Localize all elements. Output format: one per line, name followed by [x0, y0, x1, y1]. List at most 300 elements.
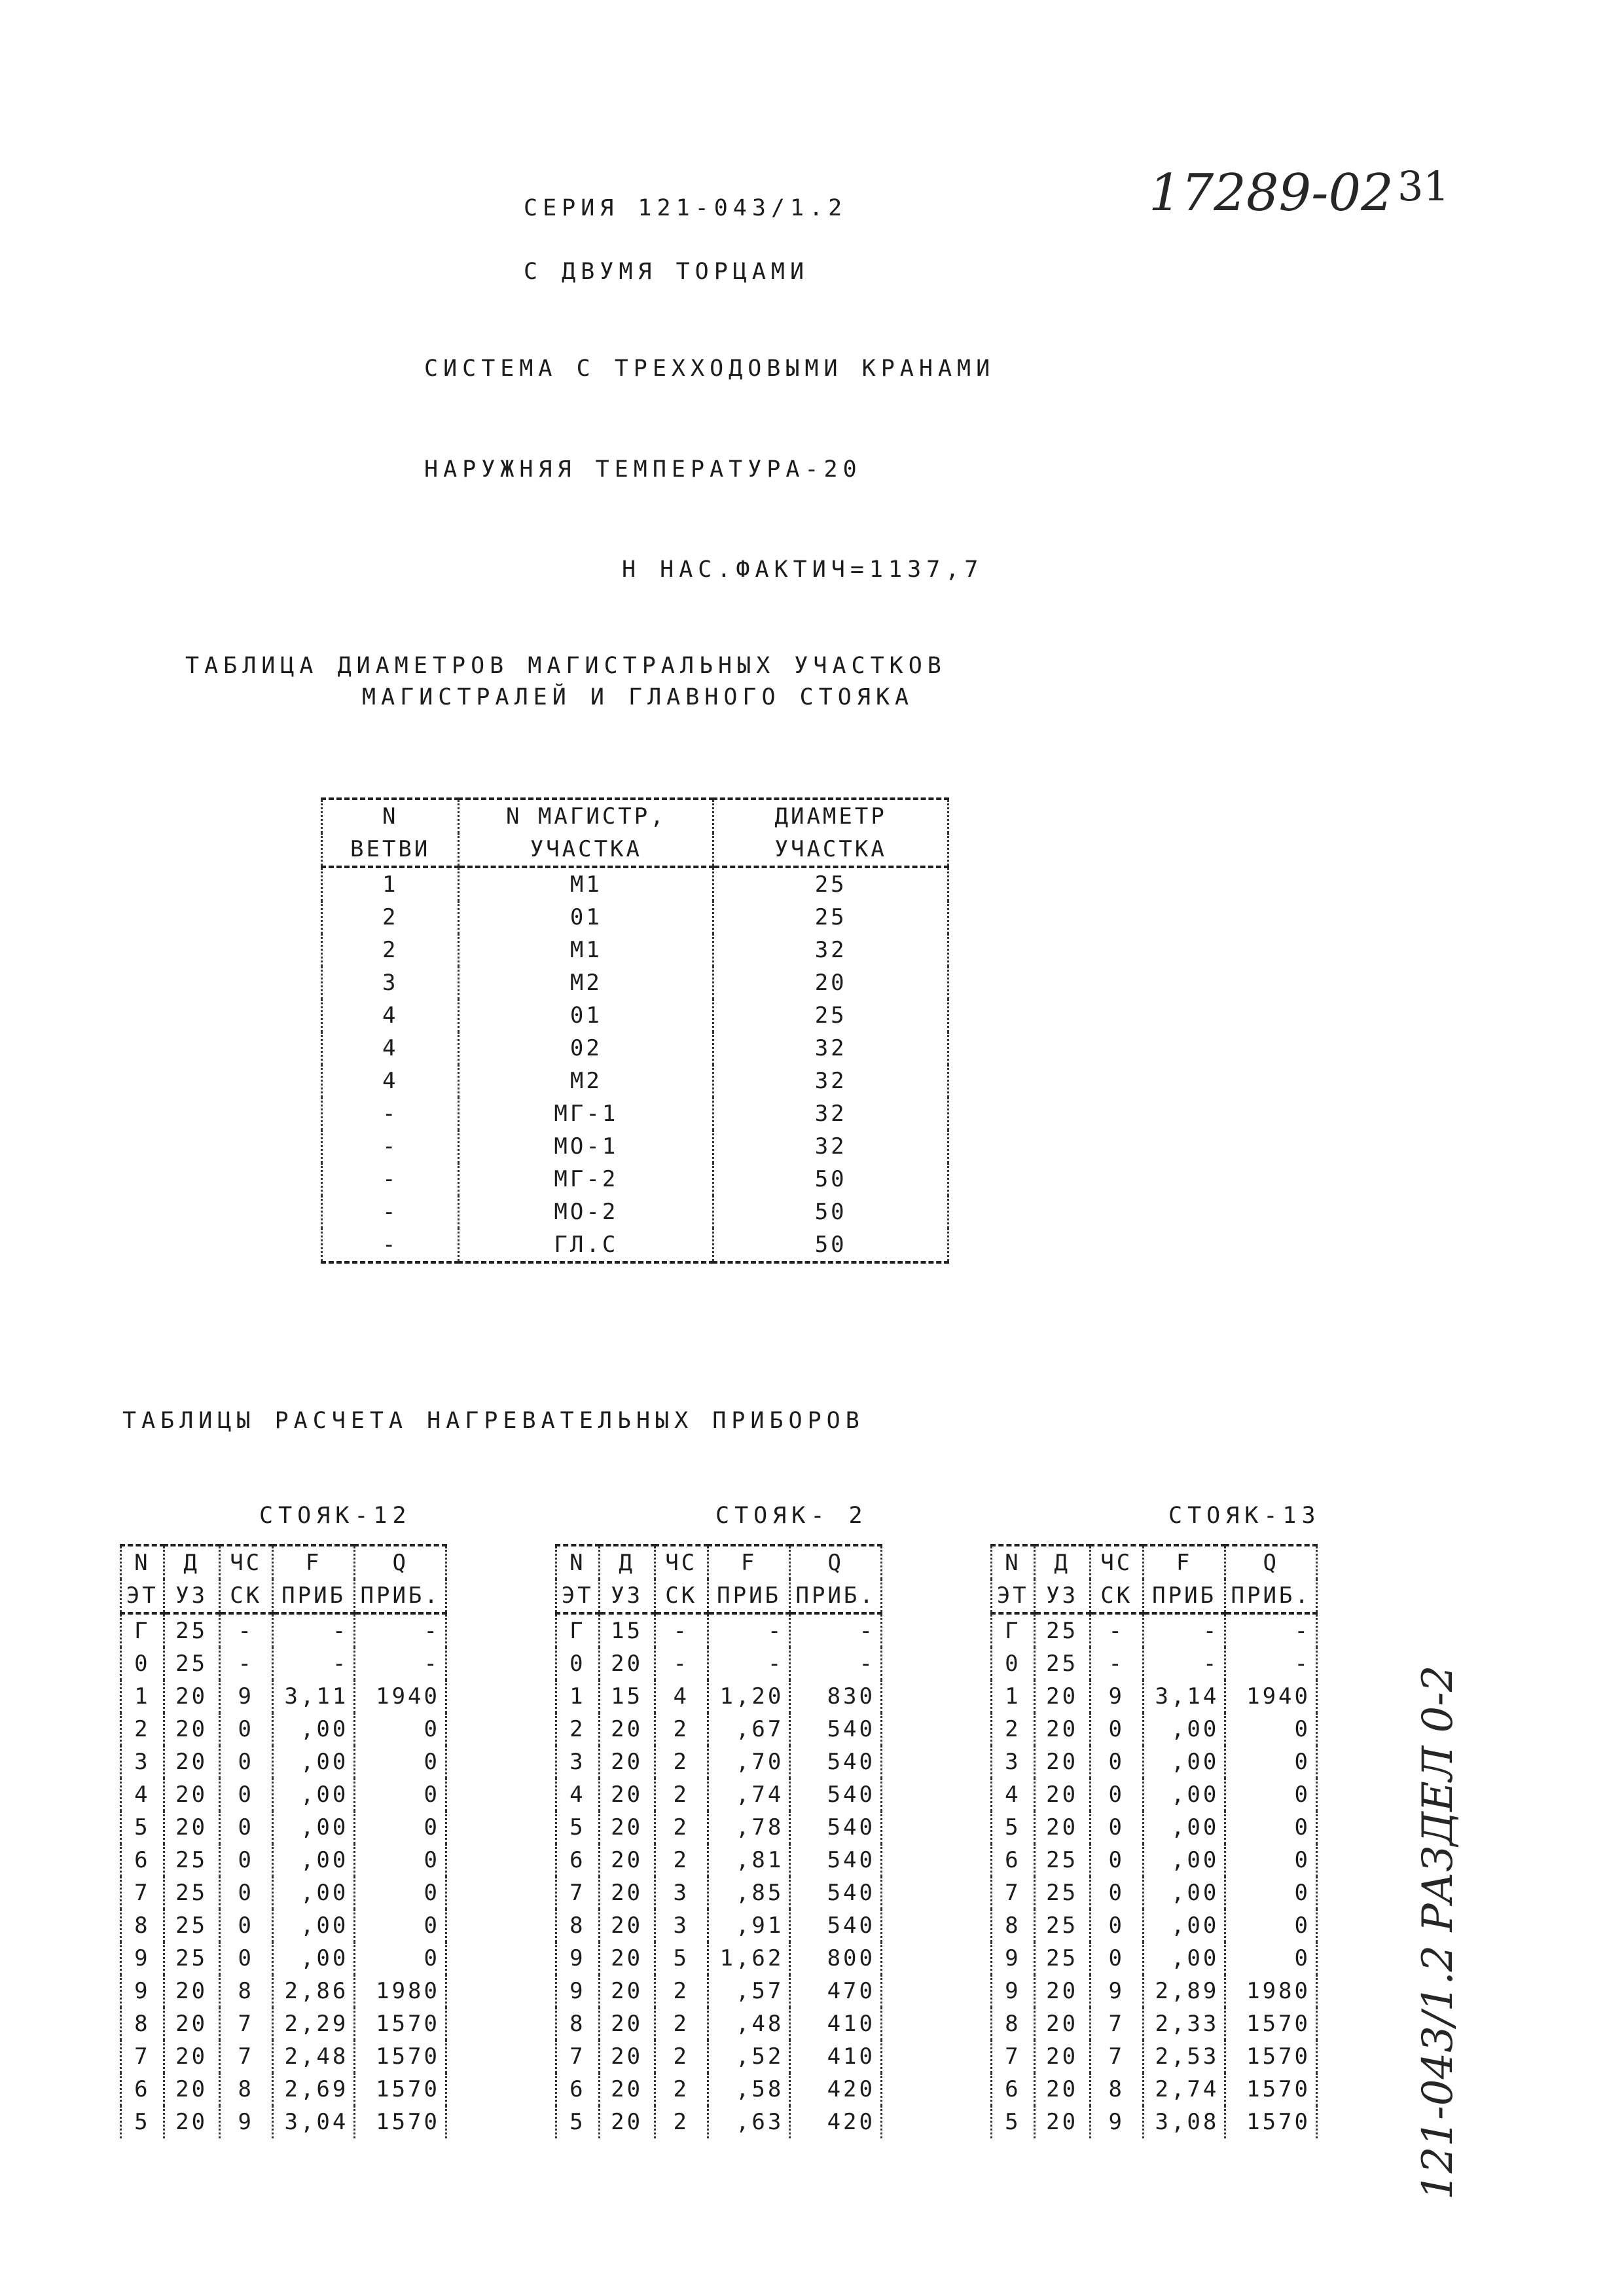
riser-cell: 25 [1034, 1942, 1090, 1975]
riser-header-cell: УЗ [1034, 1579, 1090, 1613]
riser-cell: 8 [992, 2007, 1035, 2040]
riser-row [121, 2040, 446, 2073]
riser-cell: 1 [556, 1680, 600, 1713]
riser-cell: 0 [355, 1876, 446, 1909]
riser-row [992, 1876, 1317, 1909]
riser-row [121, 1647, 446, 1680]
riser-row [121, 1909, 446, 1942]
diameter-cell: М2 [459, 1065, 713, 1097]
riser-cell: 540 [790, 1844, 882, 1876]
riser-cell: 1570 [1225, 2106, 1317, 2138]
diameter-row [322, 1097, 948, 1130]
riser-cell: 20 [164, 2007, 219, 2040]
riser-header-row [992, 1579, 1317, 1613]
riser-header-cell: Q [355, 1545, 446, 1579]
riser-cell: 0 [1225, 1811, 1317, 1844]
riser-cell: 0 [1225, 1876, 1317, 1909]
riser-cell: 0 [1090, 1942, 1143, 1975]
riser-cell: 20 [599, 1909, 655, 1942]
riser-header-cell: ПРИБ [1143, 1579, 1225, 1613]
riser-cell: ,52 [708, 2040, 790, 2073]
riser-cell: 25 [1034, 1909, 1090, 1942]
riser-cell: 20 [599, 2040, 655, 2073]
riser-row [992, 2007, 1317, 2040]
diameter-cell: - [322, 1097, 459, 1130]
series-label: СЕРИЯ 121-043/1.2 [524, 195, 848, 221]
riser-cell: 2 [655, 1811, 708, 1844]
riser-row [121, 1713, 446, 1746]
riser-cell: 3,08 [1143, 2106, 1225, 2138]
riser-cell: 20 [1034, 1713, 1090, 1746]
riser-cell: 540 [790, 1811, 882, 1844]
riser-row [121, 1811, 446, 1844]
riser-row [121, 1844, 446, 1876]
handwritten-doc-number: 17289-02 [1149, 164, 1394, 223]
riser-cell: 20 [164, 1778, 219, 1811]
riser-cell: 1570 [355, 2073, 446, 2106]
riser-cell: ,00 [1143, 1844, 1225, 1876]
riser-cell: - [219, 1647, 272, 1680]
riser-cell: 540 [790, 1746, 882, 1778]
riser-cell: 1980 [355, 1975, 446, 2007]
riser-cell: 2 [655, 2007, 708, 2040]
diameter-cell: 25 [713, 867, 948, 901]
riser-row [556, 2040, 882, 2073]
riser-header-cell: СК [219, 1579, 272, 1613]
riser-cell: 420 [790, 2106, 882, 2138]
riser-cell: 0 [1225, 1713, 1317, 1746]
riser-cell: 2 [655, 1844, 708, 1876]
riser-cell: - [1225, 1647, 1317, 1680]
handwritten-page-number: 31 [1398, 162, 1449, 210]
riser-cell: 20 [599, 1713, 655, 1746]
riser-row [992, 2106, 1317, 2138]
riser-cell: - [272, 1647, 355, 1680]
riser-cell: 20 [1034, 1811, 1090, 1844]
diameter-row [322, 901, 948, 934]
riser-cell: ,58 [708, 2073, 790, 2106]
riser-cell: ,70 [708, 1746, 790, 1778]
diameter-cell: - [322, 1228, 459, 1262]
riser-cell: 0 [1225, 1746, 1317, 1778]
diameter-cell: - [322, 1196, 459, 1228]
riser-cell: 2,33 [1143, 2007, 1225, 2040]
riser-row [992, 1778, 1317, 1811]
riser-cell: Г [556, 1613, 600, 1647]
diam-table-title-1: ТАБЛИЦА ДИАМЕТРОВ МАГИСТРАЛЬНЫХ УЧАСТКОВ [185, 653, 947, 679]
riser-cell: 0 [1090, 1876, 1143, 1909]
riser-header-cell: ПРИБ [708, 1579, 790, 1613]
diameter-cell: 4 [322, 1065, 459, 1097]
riser-cell: 0 [355, 1909, 446, 1942]
riser-row [556, 1613, 882, 1647]
riser-cell: 1,62 [708, 1942, 790, 1975]
riser-cell: 5 [121, 2106, 164, 2138]
riser-cell: 7 [1090, 2040, 1143, 2073]
riser-cell: 0 [355, 1746, 446, 1778]
riser-cell: - [219, 1613, 272, 1647]
riser-cell: 9 [992, 1975, 1035, 2007]
riser-cell: 20 [599, 1746, 655, 1778]
riser-header-row [992, 1545, 1317, 1579]
riser-row [121, 1975, 446, 2007]
diameter-header-cell: N МАГИСТР, [459, 799, 713, 833]
riser-cell: 0 [355, 1942, 446, 1975]
diameter-cell: МГ-2 [459, 1163, 713, 1196]
riser-cell: 20 [1034, 2106, 1090, 2138]
riser-cell: 540 [790, 1778, 882, 1811]
riser-cell: 2 [655, 1975, 708, 2007]
riser-cell: - [708, 1647, 790, 1680]
riser-title: СТОЯК-13 [1168, 1503, 1321, 1529]
riser-cell: 4 [992, 1778, 1035, 1811]
diameter-cell: МО-2 [459, 1196, 713, 1228]
riser-row [121, 2106, 446, 2138]
diameter-cell: 4 [322, 1032, 459, 1065]
riser-cell: 0 [1090, 1844, 1143, 1876]
riser-cell: ,00 [272, 1876, 355, 1909]
riser-table [120, 1544, 447, 2138]
diameter-cell: М1 [459, 934, 713, 966]
diameter-row [322, 1196, 948, 1228]
riser-cell: - [355, 1647, 446, 1680]
riser-cell: 2,53 [1143, 2040, 1225, 2073]
riser-cell: 0 [1090, 1713, 1143, 1746]
riser-header-cell: УЗ [599, 1579, 655, 1613]
riser-header-cell: ЭТ [556, 1579, 600, 1613]
riser-cell: 20 [599, 2073, 655, 2106]
riser-header-cell: Д [164, 1545, 219, 1579]
riser-header-cell: УЗ [164, 1579, 219, 1613]
diameter-cell: 32 [713, 1032, 948, 1065]
riser-header-row [121, 1579, 446, 1613]
subtitle: С ДВУМЯ ТОРЦАМИ [524, 259, 810, 285]
riser-cell: 20 [599, 1647, 655, 1680]
riser-row [556, 1876, 882, 1909]
riser-cell: 470 [790, 1975, 882, 2007]
diameter-row [322, 1228, 948, 1262]
riser-row [992, 2040, 1317, 2073]
riser-cell: 1570 [355, 2040, 446, 2073]
diameter-cell: 32 [713, 1065, 948, 1097]
riser-row [121, 1778, 446, 1811]
pressure-label: Н НАС.ФАКТИЧ=1137,7 [622, 557, 984, 583]
riser-header-cell: ПРИБ [272, 1579, 355, 1613]
riser-cell: 0 [219, 1746, 272, 1778]
riser-cell: 20 [1034, 1778, 1090, 1811]
riser-cell: 5 [556, 2106, 600, 2138]
handwritten-side-note: 121-043/1.2 РАЗДЕЛ 0-2 [1414, 1665, 1462, 2200]
riser-cell: ,67 [708, 1713, 790, 1746]
riser-cell: ,00 [272, 1844, 355, 1876]
diameter-cell: 50 [713, 1228, 948, 1262]
riser-cell: ,00 [1143, 1713, 1225, 1746]
riser-row [992, 1811, 1317, 1844]
riser-cell: 9 [1090, 1975, 1143, 2007]
riser-cell: 8 [556, 1909, 600, 1942]
riser-row [992, 1975, 1317, 2007]
riser-cell: 9 [992, 1942, 1035, 1975]
riser-cell: 25 [1034, 1613, 1090, 1647]
riser-header-cell: F [272, 1545, 355, 1579]
riser-row [992, 1613, 1317, 1647]
riser-cell: 830 [790, 1680, 882, 1713]
riser-cell: 1940 [355, 1680, 446, 1713]
riser-cell: 0 [1225, 1844, 1317, 1876]
riser-table [990, 1544, 1318, 2138]
riser-cell: 25 [164, 1613, 219, 1647]
riser-cell: 0 [1090, 1909, 1143, 1942]
diameter-cell: - [322, 1163, 459, 1196]
riser-header-row [556, 1545, 882, 1579]
riser-cell: 4 [556, 1778, 600, 1811]
diameter-cell: 25 [713, 999, 948, 1032]
riser-cell: 7 [1090, 2007, 1143, 2040]
riser-cell: 0 [219, 1909, 272, 1942]
riser-cell: 420 [790, 2073, 882, 2106]
riser-cell: 1570 [355, 2007, 446, 2040]
riser-cell: 9 [556, 1975, 600, 2007]
riser-cell: 20 [164, 1713, 219, 1746]
riser-cell: 7 [992, 1876, 1035, 1909]
riser-cell: 20 [1034, 1746, 1090, 1778]
heater-section-title: ТАБЛИЦЫ РАСЧЕТА НАГРЕВАТЕЛЬНЫХ ПРИБОРОВ [122, 1408, 865, 1434]
riser-row [556, 1746, 882, 1778]
riser-cell: ,00 [272, 1942, 355, 1975]
riser-cell: 7 [556, 1876, 600, 1909]
diameter-cell: 50 [713, 1163, 948, 1196]
riser-cell: 8 [219, 1975, 272, 2007]
diameter-row [322, 1032, 948, 1065]
riser-cell: 25 [164, 1942, 219, 1975]
riser-cell: 20 [164, 1811, 219, 1844]
riser-cell: 20 [599, 1811, 655, 1844]
diameter-cell: 20 [713, 966, 948, 999]
riser-cell: 25 [164, 1647, 219, 1680]
riser-cell: 6 [556, 1844, 600, 1876]
riser-cell: 5 [121, 1811, 164, 1844]
riser-cell: ,00 [272, 1811, 355, 1844]
riser-row [121, 1613, 446, 1647]
riser-cell: 1570 [355, 2106, 446, 2138]
riser-row [992, 2073, 1317, 2106]
riser-cell: 2 [655, 1746, 708, 1778]
riser-cell: 540 [790, 1713, 882, 1746]
riser-cell: 20 [599, 1876, 655, 1909]
riser-cell: 1570 [1225, 2007, 1317, 2040]
riser-cell: 0 [1090, 1778, 1143, 1811]
diameter-cell: М2 [459, 966, 713, 999]
riser-header-cell: ПРИБ. [1225, 1579, 1317, 1613]
riser-title: СТОЯК- 2 [715, 1503, 868, 1529]
riser-title: СТОЯК-12 [259, 1503, 412, 1529]
riser-cell: 25 [1034, 1876, 1090, 1909]
riser-cell: 0 [121, 1647, 164, 1680]
riser-cell: 3 [121, 1746, 164, 1778]
diameter-header-row [322, 833, 948, 867]
riser-cell: 20 [1034, 1975, 1090, 2007]
riser-cell: 0 [219, 1713, 272, 1746]
diameter-cell: 32 [713, 1130, 948, 1163]
diameter-cell: 25 [713, 901, 948, 934]
riser-row [992, 1942, 1317, 1975]
riser-cell: ,00 [272, 1713, 355, 1746]
riser-cell: 6 [121, 2073, 164, 2106]
riser-header-cell: ЧС [655, 1545, 708, 1579]
riser-cell: ,00 [272, 1909, 355, 1942]
riser-cell: 1570 [1225, 2040, 1317, 2073]
riser-cell: ,00 [272, 1746, 355, 1778]
riser-cell: 410 [790, 2040, 882, 2073]
system-label: СИСТЕМА С ТРЕХХОДОВЫМИ КРАНАМИ [424, 356, 996, 382]
riser-row [556, 1975, 882, 2007]
riser-row [556, 1680, 882, 1713]
riser-row [121, 2073, 446, 2106]
riser-cell: 20 [599, 1844, 655, 1876]
diameter-row [322, 1130, 948, 1163]
riser-cell: 540 [790, 1876, 882, 1909]
diameter-cell: 32 [713, 1097, 948, 1130]
riser-cell: 3 [556, 1746, 600, 1778]
riser-cell: 2 [655, 2040, 708, 2073]
riser-cell: 25 [1034, 1647, 1090, 1680]
riser-cell: - [1143, 1647, 1225, 1680]
riser-cell: - [655, 1613, 708, 1647]
riser-row [121, 2007, 446, 2040]
riser-cell: 7 [556, 2040, 600, 2073]
riser-header-cell: ЭТ [992, 1579, 1035, 1613]
riser-cell: 2,69 [272, 2073, 355, 2106]
riser-cell: 0 [1090, 1746, 1143, 1778]
diameter-cell: 01 [459, 901, 713, 934]
riser-cell: 7 [219, 2007, 272, 2040]
riser-header-cell: СК [1090, 1579, 1143, 1613]
riser-cell: Г [121, 1613, 164, 1647]
riser-cell: 20 [164, 1680, 219, 1713]
diameter-cell: 01 [459, 999, 713, 1032]
riser-cell: 0 [355, 1778, 446, 1811]
riser-cell: 2 [655, 2106, 708, 2138]
riser-cell: ,00 [1143, 1811, 1225, 1844]
diameter-row [322, 867, 948, 901]
riser-header-cell: Q [1225, 1545, 1317, 1579]
riser-cell: 2 [655, 1778, 708, 1811]
riser-header-cell: N [556, 1545, 600, 1579]
riser-cell: ,00 [1143, 1909, 1225, 1942]
diameter-header-cell: N [322, 799, 459, 833]
riser-row [556, 1647, 882, 1680]
riser-cell: 25 [164, 1876, 219, 1909]
riser-cell: ,00 [272, 1778, 355, 1811]
riser-cell: 0 [1225, 1909, 1317, 1942]
riser-row [121, 1876, 446, 1909]
riser-row [556, 1942, 882, 1975]
riser-cell: 0 [219, 1811, 272, 1844]
riser-cell: 20 [599, 1942, 655, 1975]
riser-cell: 6 [992, 1844, 1035, 1876]
riser-cell: 25 [164, 1909, 219, 1942]
riser-row [556, 2007, 882, 2040]
riser-cell: 0 [1090, 1811, 1143, 1844]
riser-row [556, 1713, 882, 1746]
riser-cell: 20 [599, 1975, 655, 2007]
riser-header-cell: Q [790, 1545, 882, 1579]
riser-cell: 0 [992, 1647, 1035, 1680]
riser-cell: 8 [121, 1909, 164, 1942]
riser-cell: 0 [556, 1647, 600, 1680]
riser-row [121, 1942, 446, 1975]
riser-cell: 8 [556, 2007, 600, 2040]
riser-cell: 4 [655, 1680, 708, 1713]
diameter-cell: 2 [322, 934, 459, 966]
riser-cell: - [1143, 1613, 1225, 1647]
riser-header-cell: Д [599, 1545, 655, 1579]
riser-cell: 20 [1034, 1680, 1090, 1713]
riser-cell: 410 [790, 2007, 882, 2040]
riser-cell: - [272, 1613, 355, 1647]
riser-cell: ,81 [708, 1844, 790, 1876]
riser-cell: ,00 [1143, 1876, 1225, 1909]
riser-row [556, 1778, 882, 1811]
diameter-cell: МО-1 [459, 1130, 713, 1163]
riser-cell: 20 [164, 1746, 219, 1778]
riser-header-cell: ЧС [1090, 1545, 1143, 1579]
riser-cell: 2 [121, 1713, 164, 1746]
diameter-header-cell: ВЕТВИ [322, 833, 459, 867]
riser-header-row [556, 1579, 882, 1613]
diameter-cell: 3 [322, 966, 459, 999]
diameter-header-cell: ДИАМЕТР [713, 799, 948, 833]
riser-cell: 5 [992, 2106, 1035, 2138]
riser-header-cell: ЭТ [121, 1579, 164, 1613]
riser-cell: 0 [219, 1778, 272, 1811]
riser-header-cell: ЧС [219, 1545, 272, 1579]
riser-row [992, 1713, 1317, 1746]
riser-cell: 1570 [1225, 2073, 1317, 2106]
riser-header-cell: N [992, 1545, 1035, 1579]
riser-row [992, 1844, 1317, 1876]
riser-row [992, 1746, 1317, 1778]
riser-cell: 20 [164, 2106, 219, 2138]
riser-cell: 7 [219, 2040, 272, 2073]
riser-cell: 20 [599, 2007, 655, 2040]
riser-cell: 7 [121, 2040, 164, 2073]
riser-cell: 7 [121, 1876, 164, 1909]
riser-row [556, 2106, 882, 2138]
diameter-header-row [322, 799, 948, 833]
diameter-cell: ГЛ.С [459, 1228, 713, 1262]
diameter-cell: 02 [459, 1032, 713, 1065]
riser-row [556, 1909, 882, 1942]
riser-header-cell: N [121, 1545, 164, 1579]
riser-cell: - [790, 1647, 882, 1680]
riser-header-cell: F [1143, 1545, 1225, 1579]
riser-cell: 8 [121, 2007, 164, 2040]
riser-cell: 7 [992, 2040, 1035, 2073]
riser-cell: ,00 [1143, 1746, 1225, 1778]
riser-cell: - [1090, 1613, 1143, 1647]
riser-cell: - [355, 1613, 446, 1647]
diameter-header-cell: УЧАСТКА [713, 833, 948, 867]
diameter-table [321, 797, 949, 1264]
riser-cell: 20 [164, 2073, 219, 2106]
diameter-header-cell: УЧАСТКА [459, 833, 713, 867]
riser-cell: 2,89 [1143, 1975, 1225, 2007]
riser-cell: 15 [599, 1680, 655, 1713]
riser-cell: 1940 [1225, 1680, 1317, 1713]
riser-cell: 25 [1034, 1844, 1090, 1876]
riser-header-cell: F [708, 1545, 790, 1579]
